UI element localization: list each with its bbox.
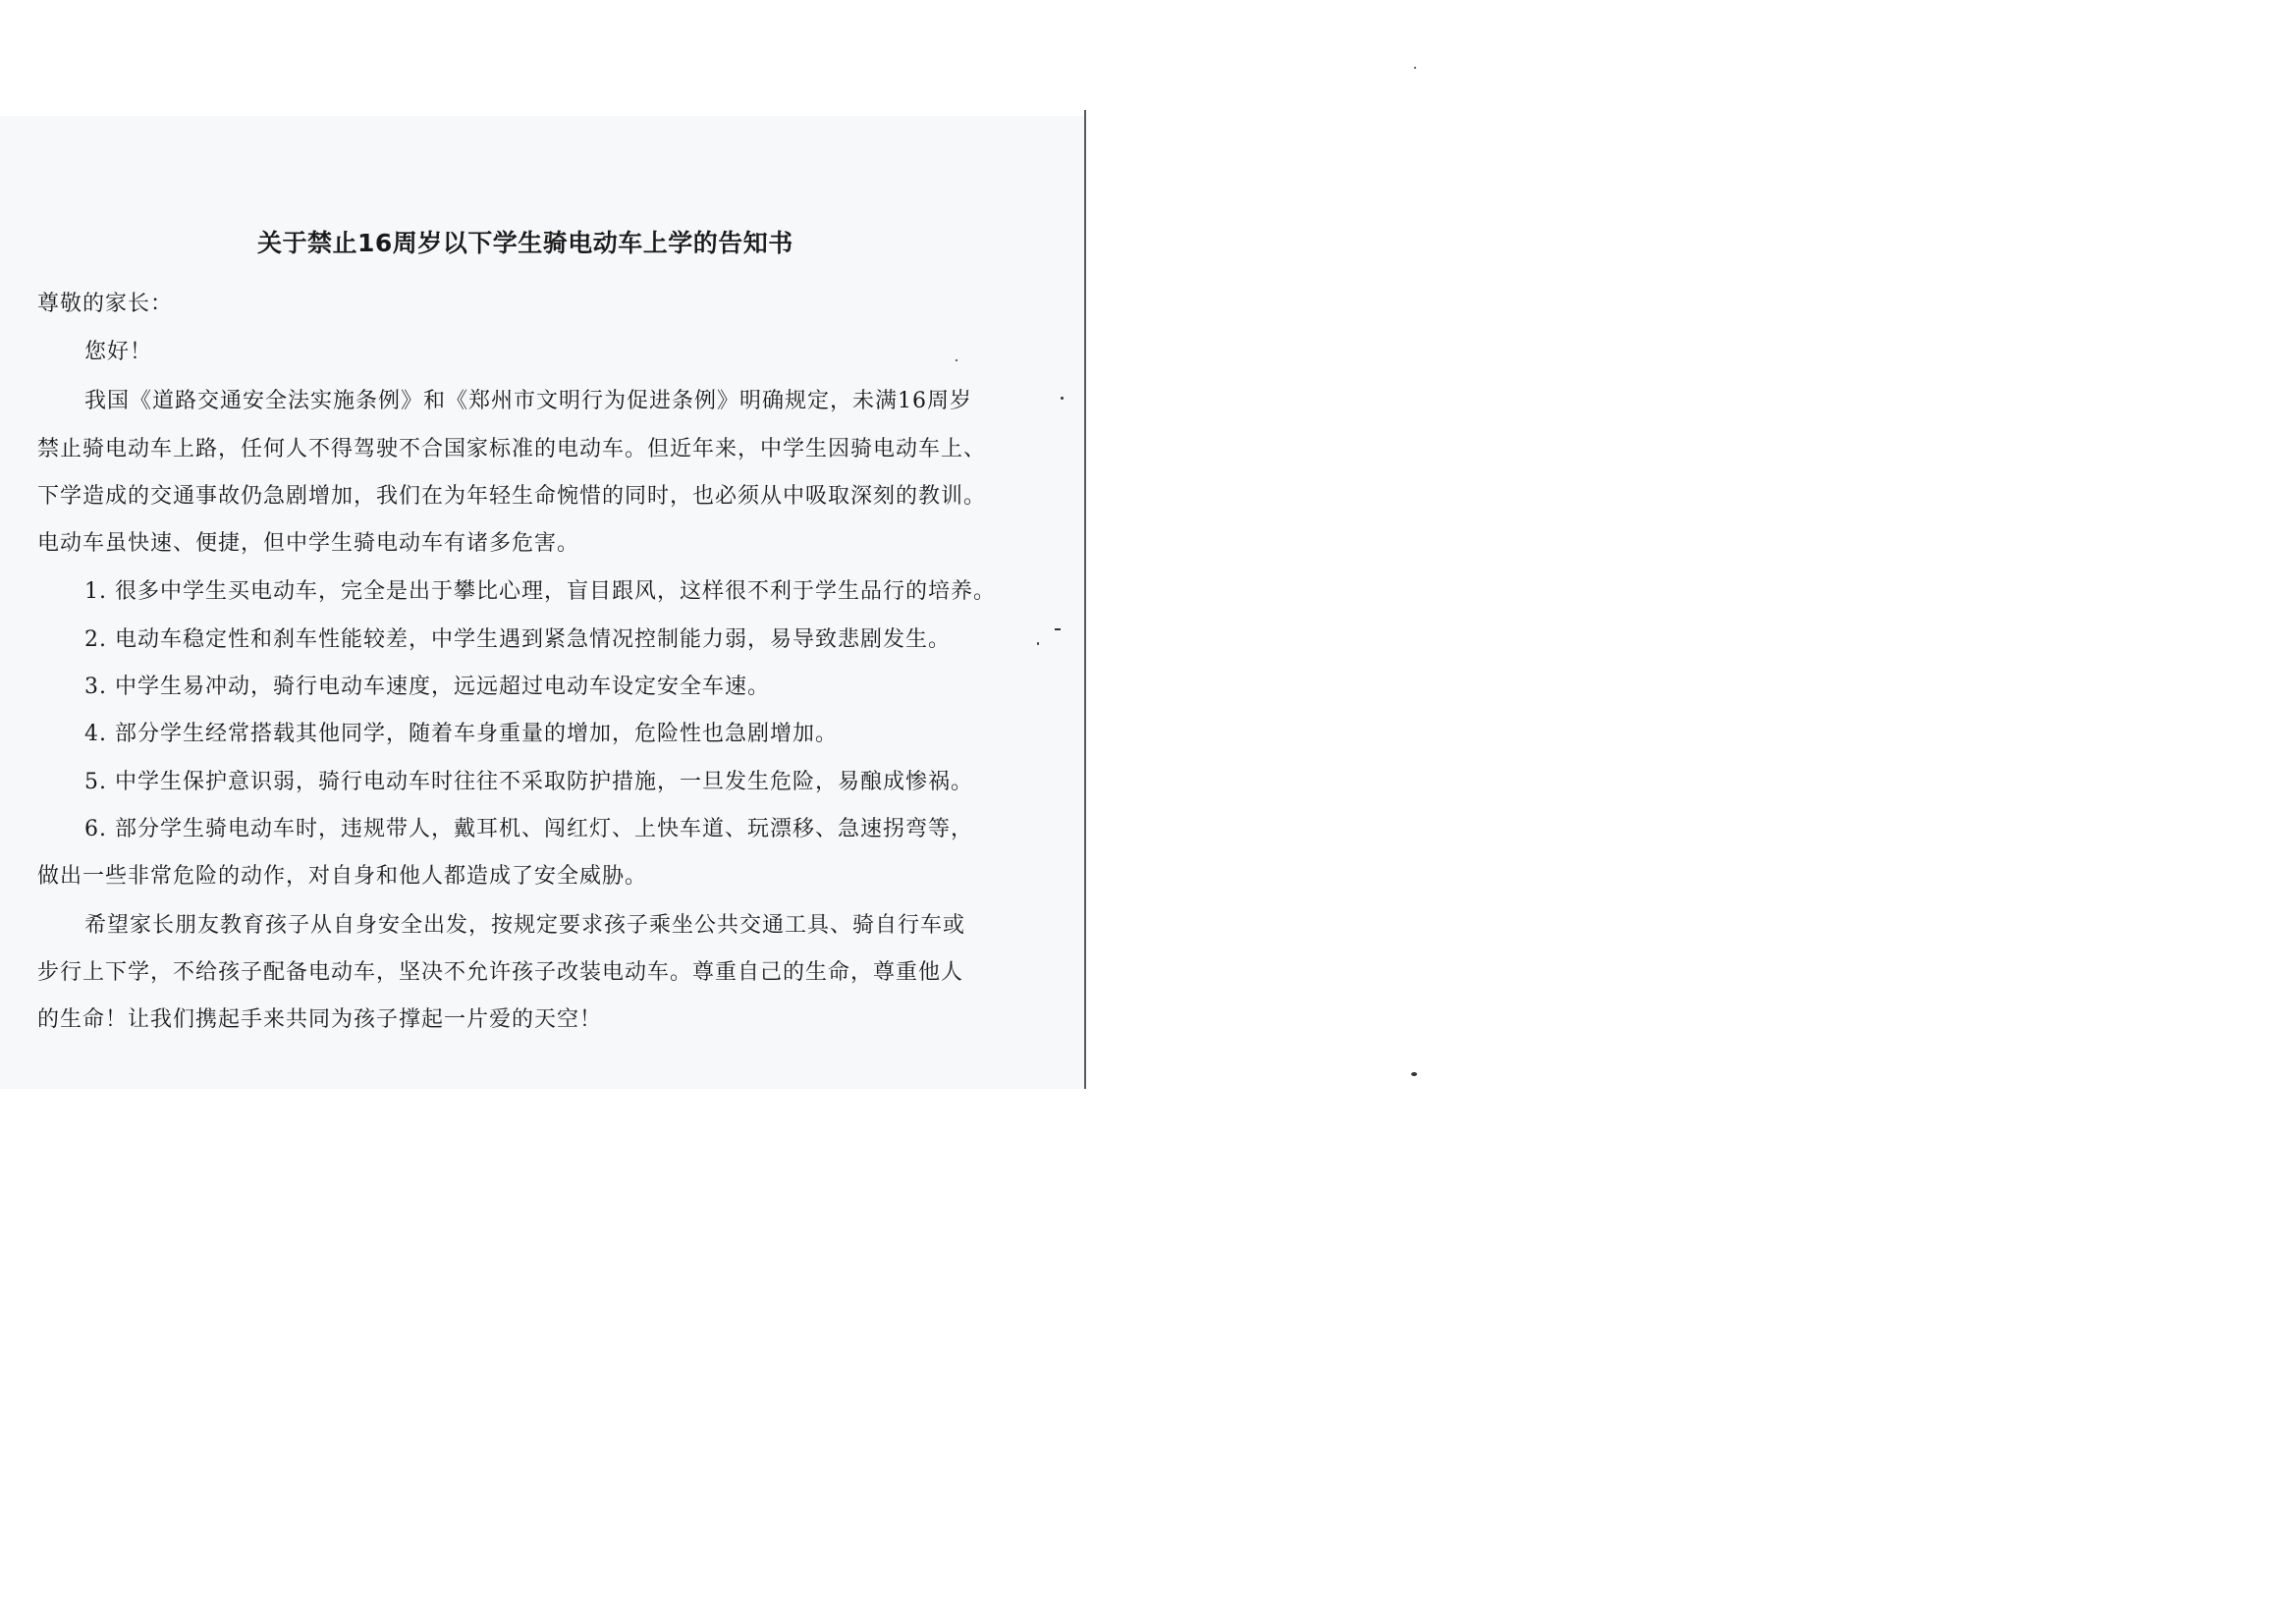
scan-speck: [1411, 1072, 1417, 1076]
harm-item-continuation: 做出一些非常危险的动作，对自身和他人都造成了安全威胁。: [37, 864, 648, 889]
harm-item: 3. 中学生易冲动，骑行电动车速度，远远超过电动车设定安全车速。: [84, 675, 770, 699]
harm-item: 5. 中学生保护意识弱，骑行电动车时往往不采取防护措施，一旦发生危险，易酿成惨祸。: [84, 770, 973, 794]
salutation: 尊敬的家长：: [37, 292, 174, 316]
closing-line: 希望家长朋友教育孩子从自身安全出发，按规定要求孩子乘坐公共交通工具、骑自行车或: [84, 913, 966, 938]
closing-line: 的生命！让我们携起手来共同为孩子撑起一片爱的天空！: [37, 1007, 603, 1032]
closing-line: 步行上下学，不给孩子配备电动车，坚决不允许孩子改装电动车。尊重自己的生命，尊重他人: [37, 960, 964, 985]
harm-item: 6. 部分学生骑电动车时，违规带人，戴耳机、闯红灯、上快车道、玩漂移、急速拐弯等，: [84, 817, 973, 841]
harm-item: 2. 电动车稳定性和刹车性能较差，中学生遇到紧急情况控制能力弱，易导致悲剧发生。: [84, 627, 951, 652]
scan-speck: [1037, 642, 1039, 645]
scan-speck: [1061, 397, 1064, 400]
intro-line: 电动车虽快速、便捷，但中学生骑电动车有诸多危害。: [37, 531, 580, 556]
page-edge-line: [1084, 110, 1086, 1089]
harm-item: 1. 很多中学生买电动车，完全是出于攀比心理，盲目跟风，这样很不利于学生品行的培养。: [84, 579, 996, 604]
greeting: 您好！: [84, 340, 153, 364]
scan-speck: [1414, 67, 1416, 69]
scan-speck: [1055, 628, 1061, 630]
intro-line: 我国《道路交通安全法实施条例》和《郑州市文明行为促进条例》明确规定，未满16周岁: [84, 389, 972, 413]
intro-line: 禁止骑电动车上路，任何人不得驾驶不合国家标准的电动车。但近年来，中学生因骑电动车上、: [37, 437, 987, 461]
intro-line: 下学造成的交通事故仍急剧增加，我们在为年轻生命惋惜的同时，也必须从中吸取深刻的教训。: [37, 484, 987, 509]
scan-margin-top: [0, 0, 1540, 116]
scan-speck: [956, 359, 957, 361]
notice-title: 关于禁止16周岁以下学生骑电动车上学的告知书: [257, 229, 793, 257]
harm-item: 4. 部分学生经常搭载其他同学，随着车身重量的增加，危险性也急剧增加。: [84, 722, 838, 746]
